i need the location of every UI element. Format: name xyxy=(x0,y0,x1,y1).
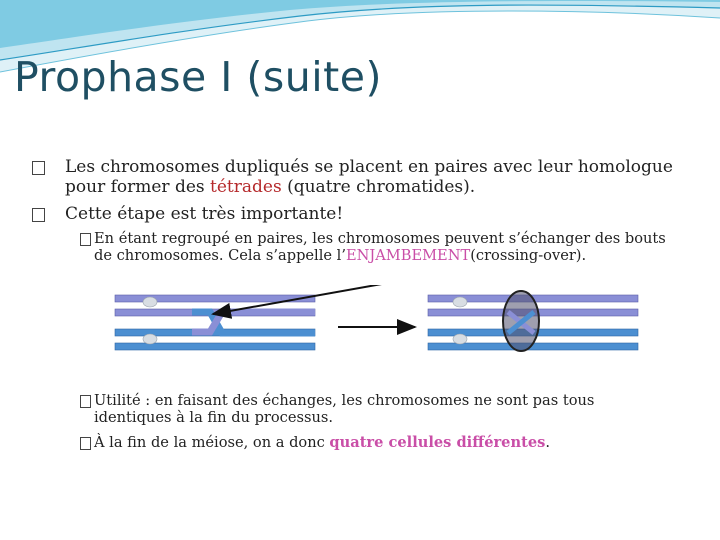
bullet-marker-icon xyxy=(80,437,91,450)
crossing-over-diagram xyxy=(110,285,640,360)
bullet-marker-icon xyxy=(32,161,45,175)
sub-bullet-text: En étant regroupé en paires, les chromosomes peuvent s’échanger des bouts de chromosomes. Cela s’appelle l’ xyxy=(94,230,666,264)
sub-bullet-conclusion xyxy=(80,435,670,452)
bullet-text: Les chromosomes dupliqués se placent en paires avec leur homologue pour former des xyxy=(65,157,673,197)
bullet-marker-icon xyxy=(80,395,91,408)
sub-bullet-enjambement xyxy=(80,231,670,265)
bullet-marker-icon xyxy=(32,208,45,222)
sub-bullet-text-end: . xyxy=(545,434,550,451)
sub-bullet-text: Utilité : en faisant des échanges, les chromosomes ne sont pas tous identiques à la fin du processus. xyxy=(94,392,595,426)
sub-bullet-text: À la fin de la méiose, on a donc xyxy=(94,434,330,451)
slide-title: Prophase I (suite) xyxy=(14,53,382,101)
bullet-importance xyxy=(32,205,682,225)
sub-bullet-text-end: (crossing-over). xyxy=(470,246,587,264)
tetrad-after xyxy=(428,291,638,351)
highlight-tetrades: tétrades xyxy=(210,176,282,197)
sub-bullet-utilite xyxy=(80,393,670,427)
tetrad-before xyxy=(115,295,315,350)
bullet-marker-icon xyxy=(80,233,91,246)
bullet-text: Cette étape est très importante! xyxy=(65,204,344,224)
highlight-quatre-cellules: quatre cellules différentes xyxy=(329,434,546,451)
highlight-enjambement: ENJAMBEMENT xyxy=(345,246,471,264)
bullet-text-end: (quatre chromatides). xyxy=(281,176,476,197)
bullet-tetrades xyxy=(32,158,682,197)
